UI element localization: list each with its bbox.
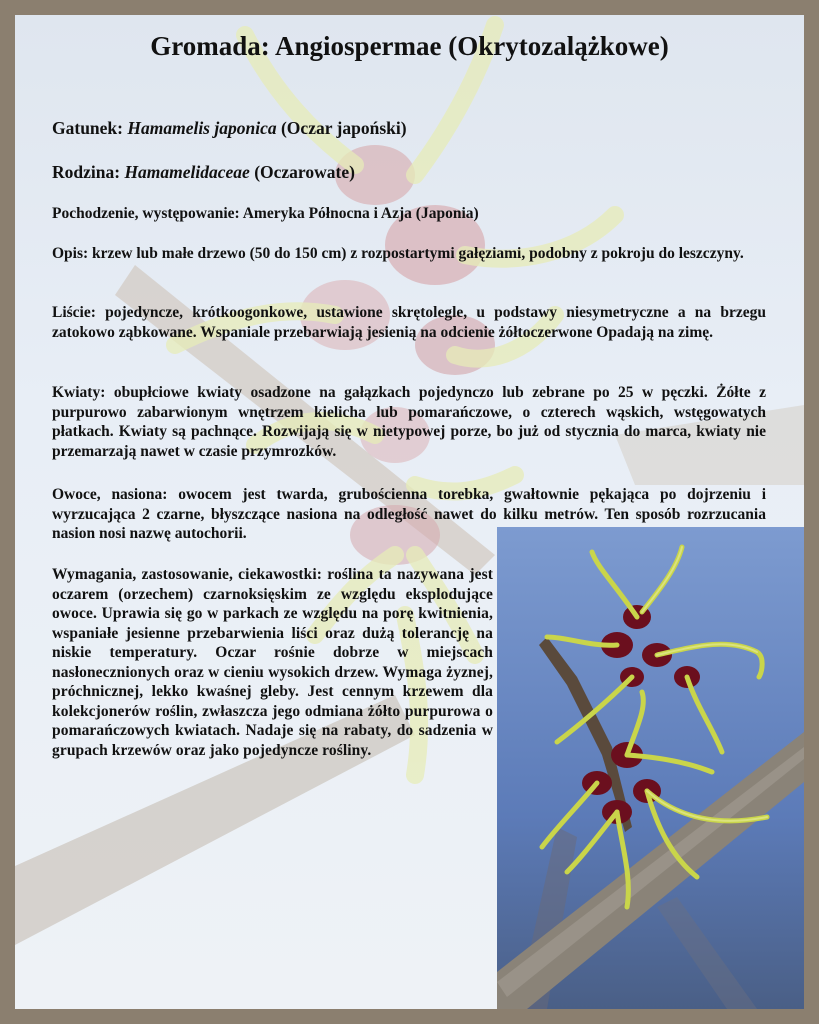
species-label: Gatunek:	[52, 118, 123, 138]
description-paragraph: Opis: krzew lub małe drzewo (50 do 150 cm) z rozpostartymi gałęziami, podobny z pokroju do leszczyny.	[52, 245, 744, 262]
page-title: Gromada: Angiospermae (Okrytozalążkowe)	[150, 31, 669, 61]
species-line	[52, 119, 766, 139]
species-common-name: (Oczar japoński)	[280, 118, 407, 138]
document-page	[15, 15, 804, 1009]
leaves-paragraph: Liście: pojedyncze, krótkoogonkowe, ustawione skrętolegle, u podstawy niesymetryczne a na brzegu zatokowo ząbkowane. Wspaniale przebarwiają jesienią na odcienie żółtoczerwone Opadają na zimę.	[52, 304, 766, 341]
requirements-paragraph: Wymagania, zastosowanie, ciekawostki: roślina ta nazywana jest oczarem (orzechem) czarnoksięskim ze względu eksplodujące owoce. Uprawia się go w parkach ze względu na porę kwitnienia, wspaniałe jesienne przebarwienia liści oraz dużą tolerancję na niskie temperatury. Oczar rośnie dobrze w miejscach nasłonecznionych oraz w cieniu wysokich drzew. Wymaga żyznej, próchnicznej, lekko kwaśnej gleby. Jest cennym krzewem dla kolekcjonerów roślin, zwłaszcza jego odmiana żółto purpurowa o pomarańczowych kwiatach. Nadaje się na rabaty, do sadzenia w grupach krzewów oraz jako pojedyncze rośliny.	[52, 566, 493, 759]
family-latin-name: Hamamelidaceae	[124, 162, 250, 182]
flower-photo	[497, 527, 804, 1009]
flowers-paragraph: Kwiaty: obupłciowe kwiaty osadzone na gałązkach pojedynczo lub zebrane po 25 w pęczki. Żółte z purpurowo zabarwionym wnętrzem kielicha lub pomarańczowe, o czterech wąskich, wstęgowatych płatkach. Kwiaty są pachnące. Rozwijają się w nietypowej porze, bo już od stycznia do marca, kwiaty nie przemarzają nawet w czasie przymrozków.	[52, 384, 766, 460]
family-label: Rodzina:	[52, 162, 121, 182]
family-line	[52, 163, 766, 183]
origin-paragraph: Pochodzenie, występowanie: Ameryka Północna i Azja (Japonia)	[52, 205, 479, 222]
species-latin-name: Hamamelis japonica	[127, 118, 277, 138]
fruits-paragraph: Owoce, nasiona: owocem jest twarda, grubościenna torebka, gwałtownie pękająca po dojrzeniu i wyrzucająca 2 czarne, błyszczące nasiona na odległość nawet do kilku metrów. Ten sposób rozrzucania nasion nosi nazwę autochorii.	[52, 486, 766, 542]
family-common-name: (Oczarowate)	[254, 162, 355, 182]
